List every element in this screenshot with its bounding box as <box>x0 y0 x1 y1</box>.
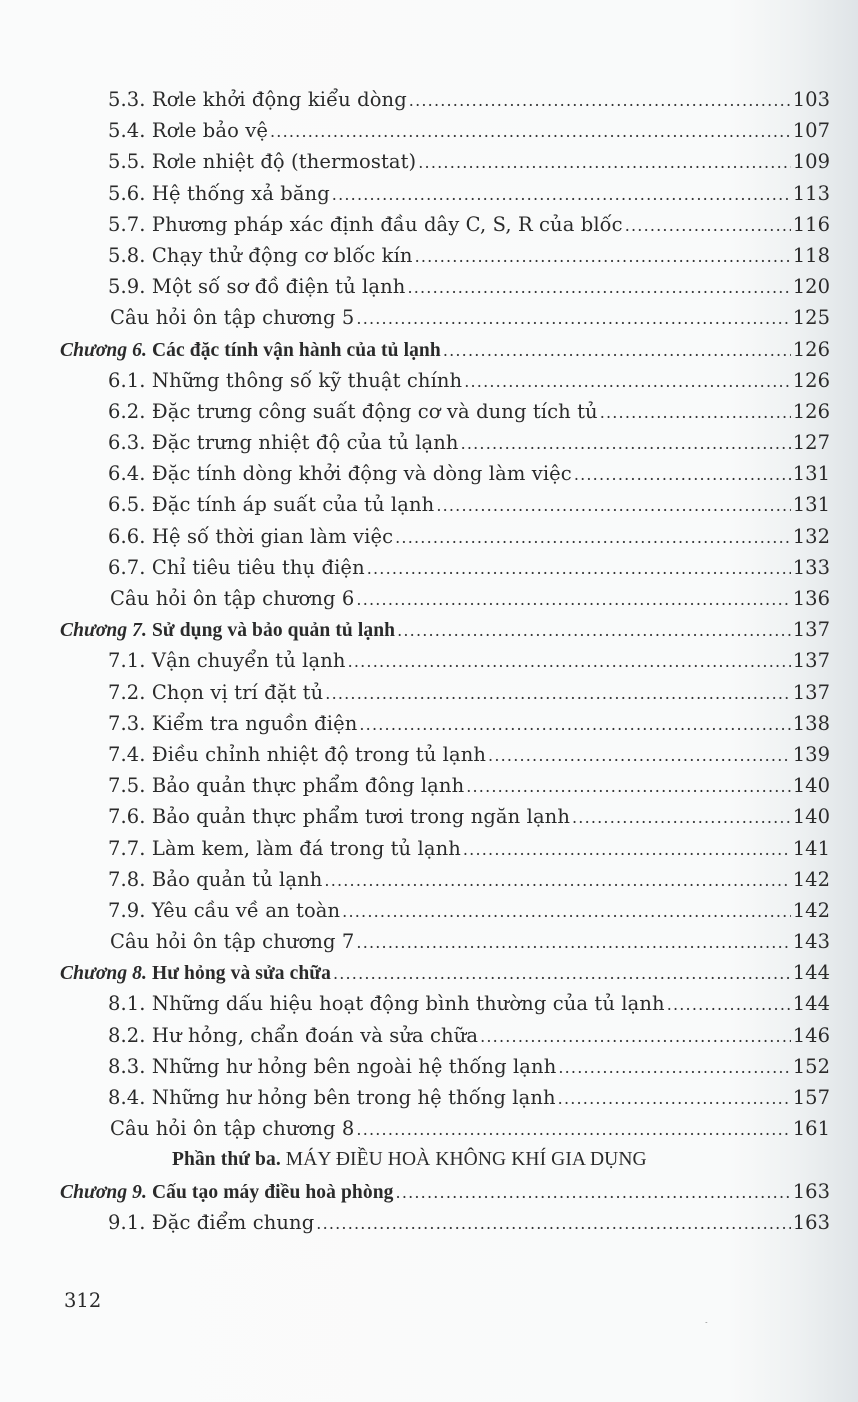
entry-title: 6.4. Đặc tính dòng khởi động và dòng làm việc <box>108 462 572 486</box>
entry-page: 142 <box>792 867 830 891</box>
dot-leader <box>325 678 790 709</box>
toc-entry-7-1 <box>60 645 830 676</box>
entry-title: 6.5. Đặc tính áp suất của tủ lạnh <box>108 493 435 517</box>
toc-entry-6-4 <box>60 458 830 489</box>
chapter-name: Hư hỏng và sửa chữa <box>151 963 331 985</box>
toc-entry-6-6 <box>60 521 830 552</box>
toc-entry-7-5 <box>60 770 830 801</box>
entry-title: 6.7. Chỉ tiêu tiêu thụ điện <box>108 555 365 579</box>
dot-leader <box>461 428 791 459</box>
entry-page: 163 <box>792 1179 830 1203</box>
dot-leader <box>463 834 791 865</box>
toc-entry-6-7 <box>60 552 830 583</box>
toc-chapter-9 <box>60 1176 830 1207</box>
toc-page <box>60 84 830 1238</box>
dot-leader <box>436 490 790 521</box>
entry-title: 8.3. Những hư hỏng bên ngoài hệ thống lạnh <box>108 1054 557 1078</box>
entry-page: 137 <box>792 680 830 704</box>
chapter-prefix: Chương 9. <box>60 1181 147 1203</box>
dot-leader <box>356 584 790 615</box>
entry-title: 5.8. Chạy thử động cơ blốc kín <box>108 243 413 267</box>
entry-title: 5.4. Rơle bảo vệ <box>108 119 269 143</box>
entry-page: 103 <box>792 88 830 111</box>
entry-title: 5.3. Rơle khởi động kiểu dòng <box>108 88 407 111</box>
toc-entry-8-2 <box>60 1020 830 1051</box>
chapter-title <box>60 958 331 989</box>
entry-title: 6.3. Đặc trưng nhiệt độ của tủ lạnh <box>108 431 459 455</box>
entry-page: 144 <box>792 992 830 1016</box>
entry-page: 143 <box>792 930 830 954</box>
dot-leader <box>418 147 791 178</box>
dot-leader <box>348 646 791 677</box>
toc-entry-5-7 <box>60 209 830 240</box>
entry-page: 125 <box>792 306 830 330</box>
entry-title: 6.2. Đặc trưng công suất động cơ và dung tích tủ <box>108 399 598 423</box>
toc-entry-5-3 <box>60 84 830 115</box>
toc-entry-review-5 <box>60 302 830 333</box>
dot-leader <box>316 1208 790 1239</box>
dot-leader <box>367 553 791 584</box>
entry-page: 131 <box>792 493 830 517</box>
chapter-title <box>60 1177 394 1208</box>
dot-leader <box>667 989 791 1020</box>
toc-entry-7-3 <box>60 708 830 739</box>
entry-page: 120 <box>792 275 830 299</box>
toc-entry-6-2 <box>60 396 830 427</box>
entry-page: 141 <box>792 836 830 860</box>
toc-entry-6-3 <box>60 427 830 458</box>
toc-entry-7-7 <box>60 833 830 864</box>
toc-entry-6-5 <box>60 489 830 520</box>
dot-leader <box>356 303 790 334</box>
toc-entry-7-6 <box>60 801 830 832</box>
toc-chapter-6 <box>60 334 830 365</box>
entry-title: 7.7. Làm kem, làm đá trong tủ lạnh <box>108 836 461 860</box>
dot-leader <box>443 335 791 366</box>
entry-title: Câu hỏi ôn tập chương 6 <box>110 587 355 610</box>
dot-leader <box>396 1177 791 1208</box>
entry-title: 5.7. Phương pháp xác định đầu dây C, S, R của blốc <box>108 212 623 236</box>
dot-leader <box>600 397 791 428</box>
entry-page: 126 <box>792 399 830 423</box>
entry-page: 163 <box>792 1210 830 1234</box>
part-prefix: Phần thứ ba. <box>172 1149 281 1171</box>
chapter-title <box>60 615 395 646</box>
dot-leader <box>558 1083 791 1114</box>
entry-page: 138 <box>792 711 830 735</box>
dot-leader <box>625 210 791 241</box>
toc-entry-8-3 <box>60 1051 830 1082</box>
toc-chapter-8 <box>60 957 830 988</box>
entry-title: 7.4. Điều chỉnh nhiệt độ trong tủ lạnh <box>108 742 487 766</box>
toc-entry-8-1 <box>60 988 830 1019</box>
entry-title: 9.1. Đặc điểm chung <box>108 1210 315 1234</box>
toc-entry-7-9 <box>60 895 830 926</box>
toc-entry-review-7 <box>60 926 830 957</box>
toc-entry-7-4 <box>60 739 830 770</box>
entry-title: 7.2. Chọn vị trí đặt tủ <box>108 680 324 704</box>
dot-leader <box>356 927 790 958</box>
entry-page: 140 <box>792 774 830 798</box>
toc-entry-5-5 <box>60 146 830 177</box>
dot-leader <box>333 958 791 989</box>
entry-title: 8.1. Những dấu hiệu hoạt động bình thường của tủ lạnh <box>108 992 665 1016</box>
toc-entry-6-1 <box>60 365 830 396</box>
entry-title: 7.5. Bảo quản thực phẩm đông lạnh <box>108 774 465 798</box>
chapter-name: Sử dụng và bảo quản tủ lạnh <box>151 620 396 642</box>
page-number: 312 <box>64 1289 102 1312</box>
entry-title: 7.9. Yêu cầu về an toàn <box>108 898 341 922</box>
chapter-name: Các đặc tính vận hành của tủ lạnh <box>151 339 441 361</box>
entry-page: 116 <box>792 212 830 236</box>
dot-leader <box>342 896 791 927</box>
dot-leader <box>466 771 791 802</box>
dot-leader <box>324 865 790 896</box>
entry-title: 5.5. Rơle nhiệt độ (thermostat) <box>108 150 417 174</box>
toc-part-3 <box>60 1144 830 1175</box>
entry-page: 136 <box>792 587 830 610</box>
entry-page: 144 <box>792 961 830 985</box>
dot-leader <box>359 709 790 740</box>
entry-page: 161 <box>792 1117 830 1141</box>
entry-page: 118 <box>792 243 830 267</box>
entry-page: 146 <box>792 1023 830 1047</box>
toc-entry-7-8 <box>60 864 830 895</box>
entry-page: 127 <box>792 431 830 455</box>
dot-leader <box>356 1114 790 1145</box>
dot-leader <box>415 241 791 272</box>
entry-title: Câu hỏi ôn tập chương 7 <box>110 930 355 954</box>
chapter-prefix: Chương 8. <box>60 963 147 985</box>
toc-entry-7-2 <box>60 677 830 708</box>
dot-leader <box>395 522 791 553</box>
dot-leader <box>488 740 791 771</box>
toc-entry-5-8 <box>60 240 830 271</box>
toc-entry-5-4 <box>60 115 830 146</box>
toc-entry-review-8 <box>60 1113 830 1144</box>
entry-page: 140 <box>792 805 830 829</box>
part-name: MÁY ĐIỀU HOÀ KHÔNG KHÍ GIA DỤNG <box>285 1149 647 1171</box>
chapter-title <box>60 335 441 366</box>
entry-page: 152 <box>792 1054 830 1078</box>
toc-entry-5-6 <box>60 178 830 209</box>
dot-leader <box>480 1021 791 1052</box>
entry-title: 7.8. Bảo quản tủ lạnh <box>108 867 323 891</box>
toc-entry-5-9 <box>60 271 830 302</box>
entry-page: 113 <box>792 181 830 205</box>
entry-page: 109 <box>792 150 830 174</box>
dot-leader <box>397 615 791 646</box>
dot-leader <box>574 459 791 490</box>
entry-page: 131 <box>792 462 830 486</box>
toc-entry-8-4 <box>60 1082 830 1113</box>
print-speck: ˏ <box>700 1314 709 1326</box>
entry-title: Câu hỏi ôn tập chương 5 <box>110 306 355 330</box>
entry-page: 137 <box>792 618 830 642</box>
entry-page: 142 <box>792 898 830 922</box>
entry-title: 6.1. Những thông số kỹ thuật chính <box>108 368 463 392</box>
dot-leader <box>407 272 790 303</box>
entry-title: 8.2. Hư hỏng, chẩn đoán và sửa chữa <box>108 1023 479 1047</box>
entry-page: 126 <box>792 337 830 361</box>
dot-leader <box>464 366 791 397</box>
part-title <box>60 1144 647 1175</box>
chapter-name: Cấu tạo máy điều hoà phòng <box>151 1181 394 1203</box>
toc-entry-review-6 <box>60 583 830 614</box>
entry-title: 6.6. Hệ số thời gian làm việc <box>108 524 394 548</box>
entry-title: 5.6. Hệ thống xả băng <box>108 181 330 205</box>
entry-title: 5.9. Một số sơ đồ điện tủ lạnh <box>108 275 406 299</box>
chapter-prefix: Chương 6. <box>60 339 147 361</box>
entry-title: 7.3. Kiểm tra nguồn điện <box>108 711 358 735</box>
entry-page: 107 <box>792 119 830 143</box>
entry-title: 8.4. Những hư hỏng bên trong hệ thống lạnh <box>108 1086 556 1109</box>
dot-leader <box>409 85 791 116</box>
entry-page: 126 <box>792 368 830 392</box>
chapter-prefix: Chương 7. <box>60 620 147 642</box>
entry-page: 139 <box>792 742 830 766</box>
entry-page: 137 <box>792 649 830 673</box>
toc-entry-9-1 <box>60 1207 830 1238</box>
entry-title: Câu hỏi ôn tập chương 8 <box>110 1117 355 1141</box>
dot-leader <box>558 1052 790 1083</box>
entry-title: 7.6. Bảo quản thực phẩm tươi trong ngăn lạnh <box>108 805 570 829</box>
entry-page: 133 <box>792 555 830 579</box>
entry-page: 132 <box>792 524 830 548</box>
dot-leader <box>332 179 791 210</box>
toc-chapter-7 <box>60 614 830 645</box>
dot-leader <box>572 802 791 833</box>
entry-title: 7.1. Vận chuyển tủ lạnh <box>108 649 346 673</box>
entry-page: 157 <box>792 1086 830 1109</box>
dot-leader <box>270 116 791 147</box>
